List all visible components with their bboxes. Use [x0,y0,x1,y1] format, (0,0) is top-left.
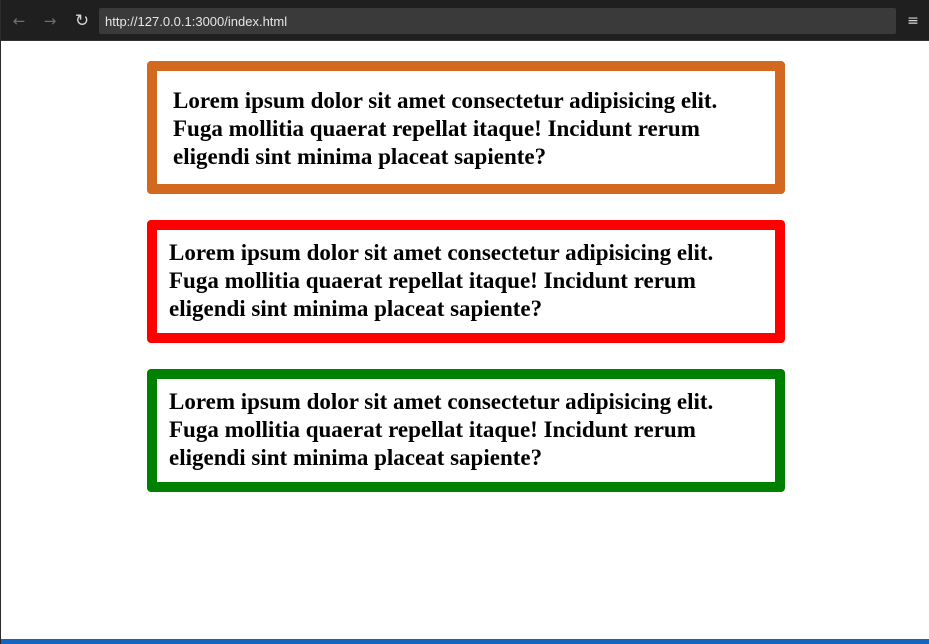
reload-icon[interactable]: ↻ [74,11,90,31]
url-input[interactable] [105,14,890,29]
orange-box-text: Lorem ipsum dolor sit amet consectetur adipisicing elit. Fuga mollitia quaerat repellat itaque! Incidunt rerum eligendi sint minima placeat sapiente? [173,88,718,169]
taskbar-strip [1,639,929,644]
green-bordered-box [147,369,785,492]
orange-bordered-box [147,61,785,194]
forward-arrow-icon[interactable]: → [43,12,57,30]
address-bar[interactable] [99,8,896,34]
back-arrow-icon[interactable]: ← [12,12,26,30]
menu-icon[interactable]: ≡ [907,13,919,29]
red-box-text: Lorem ipsum dolor sit amet consectetur adipisicing elit. Fuga mollitia quaerat repellat itaque! Incidunt rerum eligendi sint minima placeat sapiente? [169,240,714,321]
browser-toolbar [1,0,929,41]
red-bordered-box [147,220,785,343]
page-viewport [2,41,929,639]
green-box-text: Lorem ipsum dolor sit amet consectetur adipisicing elit. Fuga mollitia quaerat repellat itaque! Incidunt rerum eligendi sint minima placeat sapiente? [169,389,714,470]
